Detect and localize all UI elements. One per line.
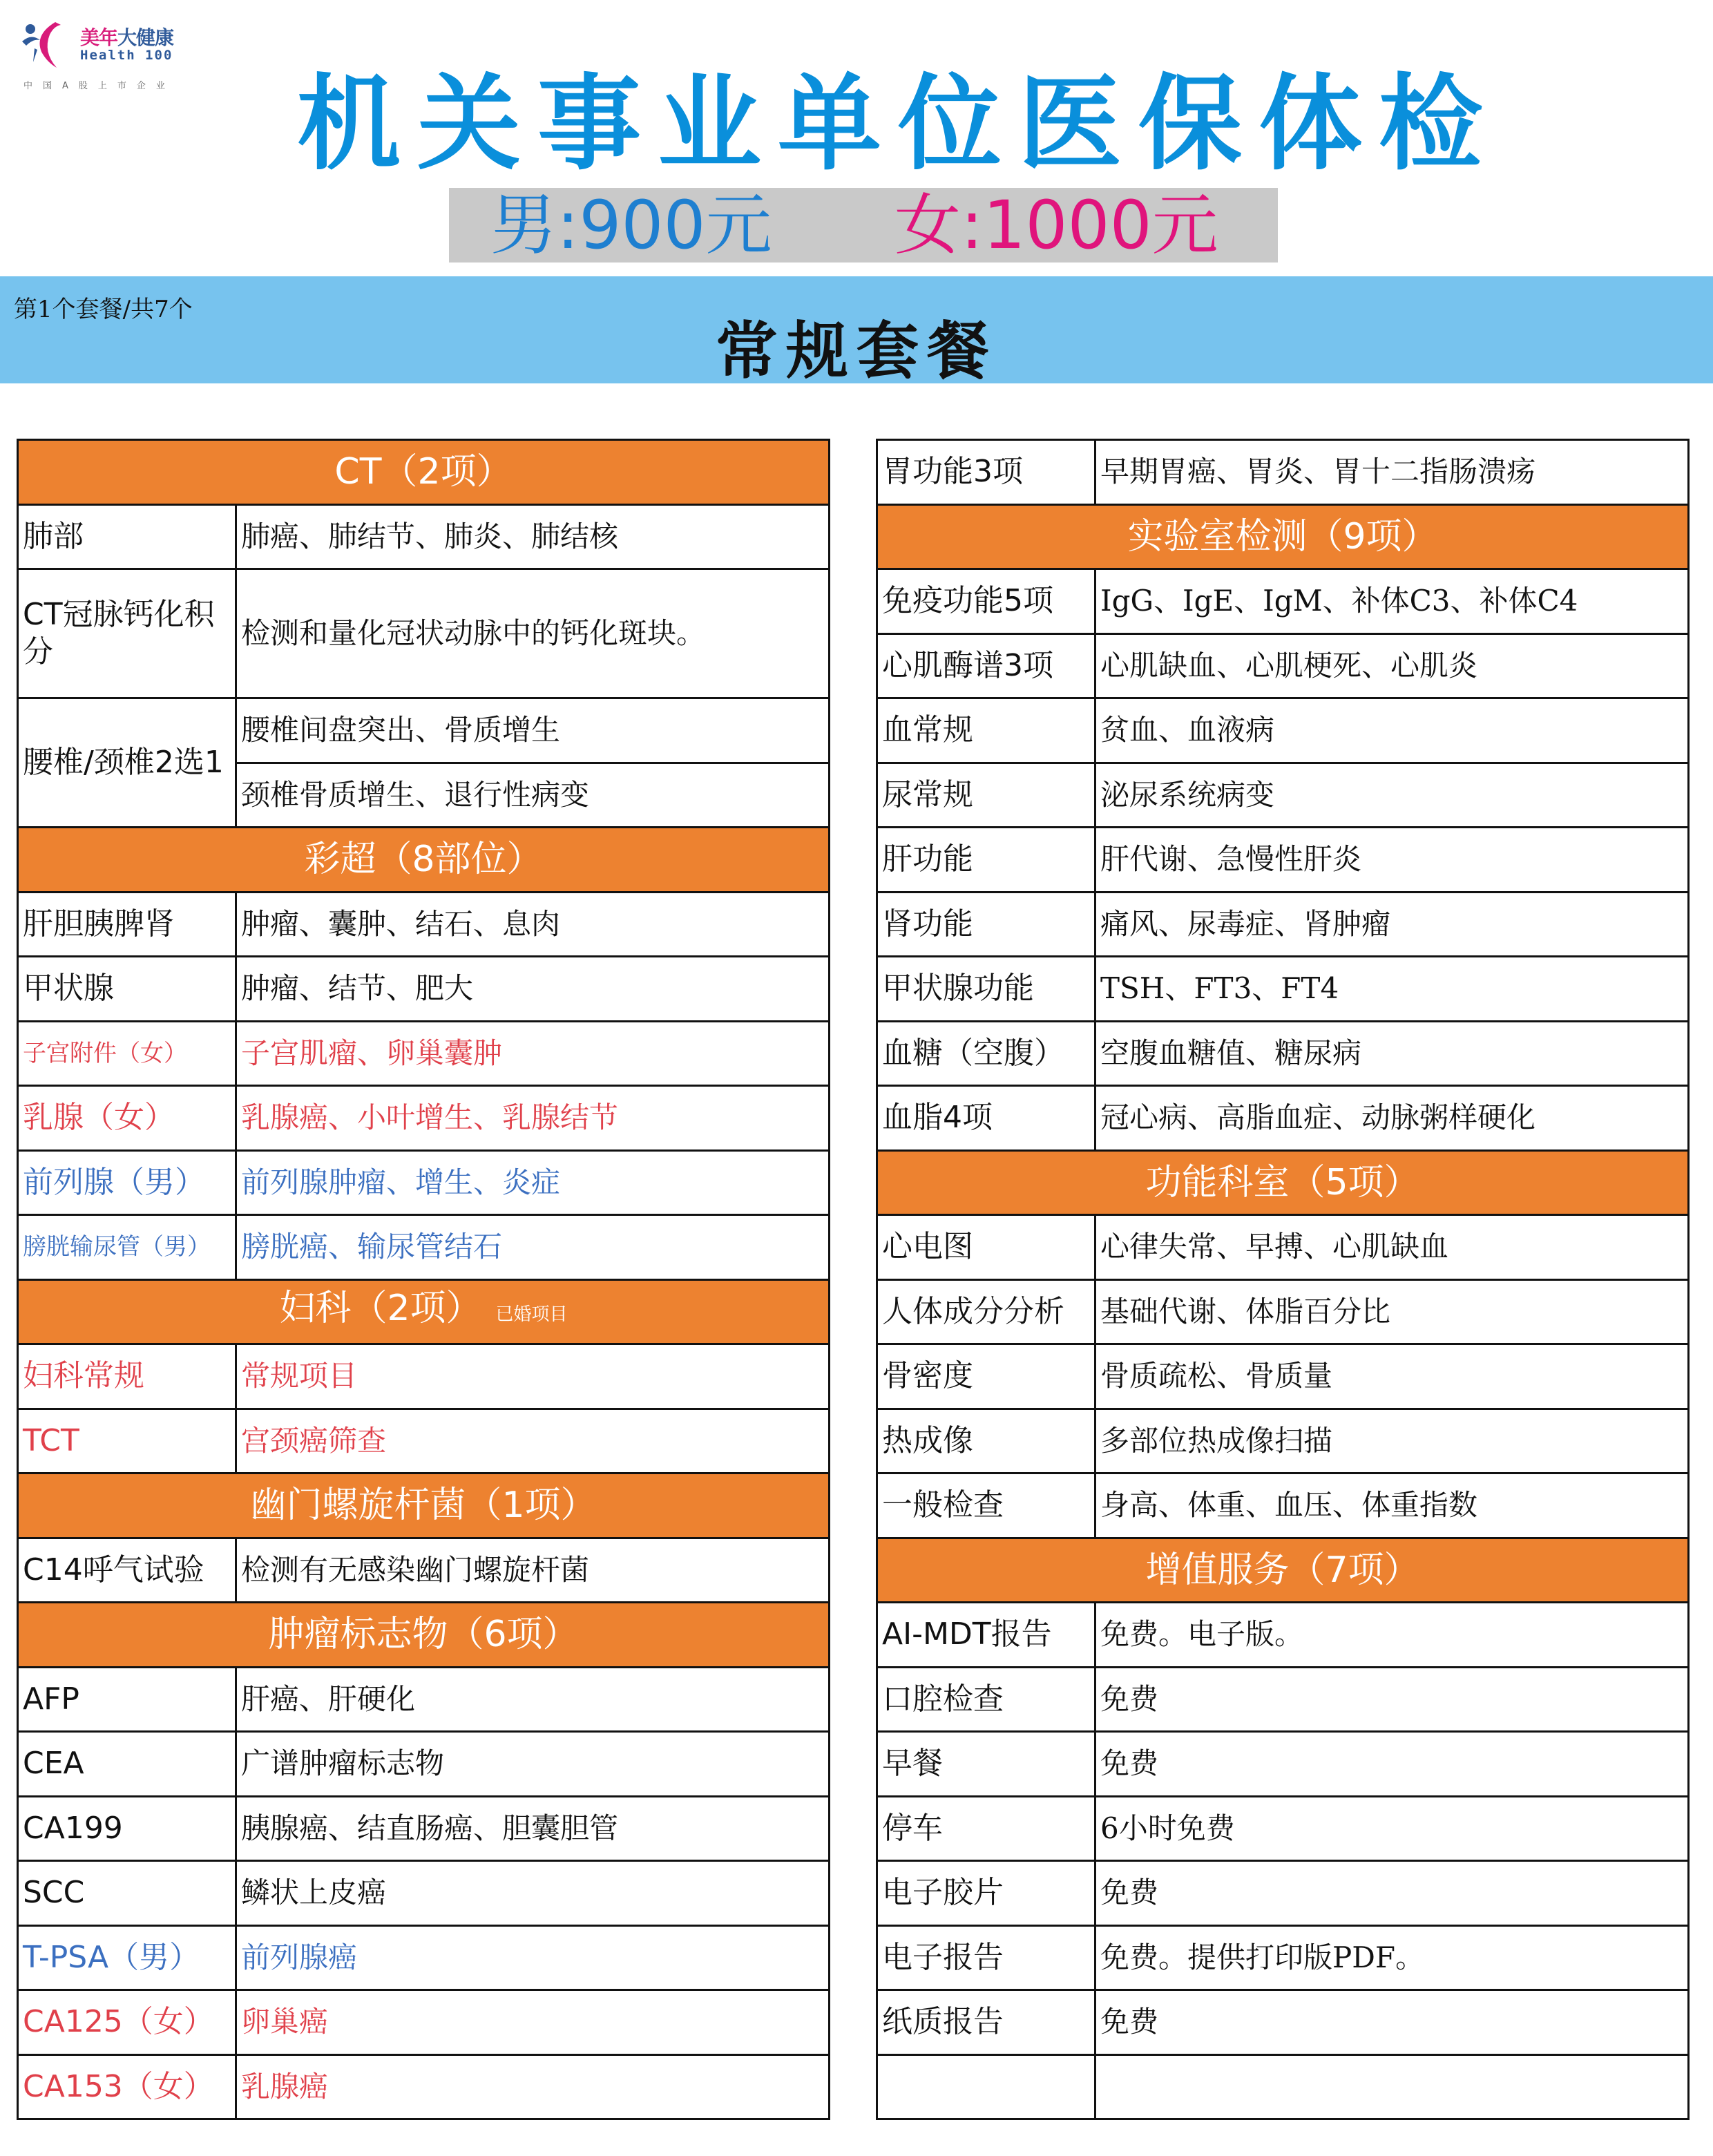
item-name: 血常规 (877, 698, 1095, 763)
section-title-text: 实验室检测（9项） (1127, 515, 1438, 557)
table-row (18, 569, 830, 698)
table-row (877, 1861, 1689, 1926)
item-name: 血糖（空腹） (877, 1021, 1095, 1086)
item-name: 免疫功能5项 (877, 569, 1095, 634)
item-name: 电子胶片 (877, 1861, 1095, 1926)
male-price: 男:900元 (490, 187, 772, 264)
item-name: 肝胆胰脾肾 (18, 892, 236, 957)
table-row (877, 1215, 1689, 1280)
table-row (18, 1538, 830, 1603)
item-description: 肝癌、肝硬化 (236, 1667, 830, 1732)
section-title (18, 1473, 830, 1538)
section-title (877, 504, 1689, 569)
section-title (18, 440, 830, 505)
item-description: 前列腺癌 (236, 1925, 830, 1990)
table-row (18, 1215, 830, 1280)
table-row (877, 828, 1689, 893)
table-row (877, 440, 1689, 505)
item-description: 多部位热成像扫描 (1095, 1409, 1689, 1473)
section-header-row (877, 504, 1689, 569)
item-description: 常规项目 (236, 1344, 830, 1409)
item-name: 甲状腺 (18, 957, 236, 1022)
section-title (18, 1279, 830, 1344)
item-description: 肿瘤、结节、肥大 (236, 957, 830, 1022)
table-row (18, 1344, 830, 1409)
item-description: 免费。提供打印版PDF。 (1095, 1925, 1689, 1990)
item-description: 肿瘤、囊肿、结石、息肉 (236, 892, 830, 957)
table-row (877, 698, 1689, 763)
item-name: 乳腺（女） (18, 1086, 236, 1151)
table-row (877, 1021, 1689, 1086)
table-row (877, 763, 1689, 828)
table-row (18, 1021, 830, 1086)
item-name: 肾功能 (877, 892, 1095, 957)
section-title-text: 功能科室（5项） (1145, 1161, 1420, 1203)
item-name: 骨密度 (877, 1344, 1095, 1409)
item-description: 免费 (1095, 1861, 1689, 1926)
item-name: 纸质报告 (877, 1990, 1095, 2055)
logo-en-text: Health 100 (80, 48, 173, 63)
section-header-row (18, 440, 830, 505)
item-name: 妇科常规 (18, 1344, 236, 1409)
table-row (18, 1796, 830, 1861)
table-row (877, 892, 1689, 957)
section-title (18, 828, 830, 893)
item-description: 肝代谢、急慢性肝炎 (1095, 828, 1689, 893)
table-row (877, 1344, 1689, 1409)
item-name: 腰椎/颈椎2选1 (18, 698, 236, 828)
section-title-text: 妇科（2项） (279, 1288, 482, 1330)
table-row (877, 569, 1689, 634)
section-title-text: 肿瘤标志物（6项） (268, 1614, 579, 1656)
item-name: 血脂4项 (877, 1086, 1095, 1151)
item-name: 心肌酶谱3项 (877, 633, 1095, 698)
right-items-table (876, 439, 1690, 2120)
section-title-text: 幽门螺旋杆菌（1项） (250, 1485, 597, 1527)
table-row (877, 1473, 1689, 1538)
item-description: 早期胃癌、胃炎、胃十二指肠溃疡 (1095, 440, 1689, 505)
section-header-row (18, 1473, 830, 1538)
section-header-row (18, 828, 830, 893)
empty-cell (1095, 2054, 1689, 2119)
section-title-text: CT（2项） (334, 451, 513, 493)
item-description: 子宫肌瘤、卵巢囊肿 (236, 1021, 830, 1086)
table-row (877, 1603, 1689, 1668)
item-name: 早餐 (877, 1732, 1095, 1797)
item-description: IgG、IgE、IgM、补体C3、补体C4 (1095, 569, 1689, 634)
item-description: 检测和量化冠状动脉中的钙化斑块。 (236, 569, 830, 698)
item-name: 前列腺（男） (18, 1150, 236, 1215)
item-description: 心律失常、早搏、心肌缺血 (1095, 1215, 1689, 1280)
item-name: 胃功能3项 (877, 440, 1095, 505)
item-description: 贫血、血液病 (1095, 698, 1689, 763)
table-row (877, 1667, 1689, 1732)
table-row (877, 633, 1689, 698)
item-description: TSH、FT3、FT4 (1095, 957, 1689, 1022)
section-header-row (18, 1279, 830, 1344)
table-row (877, 1796, 1689, 1861)
item-name: CA199 (18, 1796, 236, 1861)
item-description: 乳腺癌 (236, 2054, 830, 2119)
table-row (18, 1925, 830, 1990)
item-description: 空腹血糖值、糖尿病 (1095, 1021, 1689, 1086)
table-row (18, 957, 830, 1022)
section-header-row (877, 1150, 1689, 1215)
female-price: 女:1000元 (894, 187, 1218, 264)
item-name: CA153（女） (18, 2054, 236, 2119)
empty-cell (877, 2054, 1095, 2119)
item-description: 6小时免费 (1095, 1796, 1689, 1861)
logo-figure-icon (21, 21, 62, 69)
package-band (0, 276, 1713, 388)
section-title (18, 1603, 830, 1668)
section-title (877, 1150, 1689, 1215)
item-description: 胰腺癌、结直肠癌、胆囊胆管 (236, 1796, 830, 1861)
item-description: 免费。电子版。 (1095, 1603, 1689, 1668)
item-description: 鳞状上皮癌 (236, 1861, 830, 1926)
item-description: 卵巢癌 (236, 1990, 830, 2055)
item-name: 子宫附件（女） (18, 1021, 236, 1086)
table-row (18, 1086, 830, 1151)
item-name: CEA (18, 1732, 236, 1797)
item-description: 前列腺肿瘤、增生、炎症 (236, 1150, 830, 1215)
item-name: 甲状腺功能 (877, 957, 1095, 1022)
item-description: 身高、体重、血压、体重指数 (1095, 1473, 1689, 1538)
item-name: SCC (18, 1861, 236, 1926)
item-description: 免费 (1095, 1732, 1689, 1797)
table-row (18, 892, 830, 957)
item-name: AI-MDT报告 (877, 1603, 1095, 1668)
item-name: 心电图 (877, 1215, 1095, 1280)
item-description: 骨质疏松、骨质量 (1095, 1344, 1689, 1409)
item-name: CT冠脉钙化积分 (18, 569, 236, 698)
package-name: 常规套餐 (716, 315, 997, 388)
item-name: 停车 (877, 1796, 1095, 1861)
page-title: 机关事业单位医保体检 (296, 64, 1499, 184)
table-row (18, 1667, 830, 1732)
table-row (877, 1086, 1689, 1151)
package-counter: 第1个套餐/共7个 (14, 296, 193, 323)
table-row (877, 957, 1689, 1022)
section-title-text: 增值服务（7项） (1145, 1549, 1420, 1591)
section-header-row (18, 1603, 830, 1668)
item-description: 宫颈癌筛查 (236, 1409, 830, 1473)
table-row (877, 1732, 1689, 1797)
section-title (877, 1538, 1689, 1603)
logo-subtitle: 中国A股上市企业 (23, 81, 175, 91)
item-name: 人体成分分析 (877, 1279, 1095, 1344)
table-row (877, 1925, 1689, 1990)
item-name: 膀胱输尿管（男） (18, 1215, 236, 1280)
item-description: 冠心病、高脂血症、动脉粥样硬化 (1095, 1086, 1689, 1151)
item-name: CA125（女） (18, 1990, 236, 2055)
item-description: 广谱肿瘤标志物 (236, 1732, 830, 1797)
item-name: 肺部 (18, 504, 236, 569)
empty-row (877, 2054, 1689, 2119)
left-items-table (17, 439, 830, 2120)
item-description: 乳腺癌、小叶增生、乳腺结节 (236, 1086, 830, 1151)
item-name: 一般检查 (877, 1473, 1095, 1538)
item-description: 心肌缺血、心肌梗死、心肌炎 (1095, 633, 1689, 698)
item-name: 电子报告 (877, 1925, 1095, 1990)
table-row (18, 1150, 830, 1215)
section-note: 已婚项目 (495, 1304, 568, 1326)
item-description: 泌尿系统病变 (1095, 763, 1689, 828)
item-description: 颈椎骨质增生、退行性病变 (236, 763, 830, 828)
table-row (877, 1409, 1689, 1473)
item-name: TCT (18, 1409, 236, 1473)
item-description: 检测有无感染幽门螺旋杆菌 (236, 1538, 830, 1603)
table-row (18, 1732, 830, 1797)
item-name: 热成像 (877, 1409, 1095, 1473)
item-description: 基础代谢、体脂百分比 (1095, 1279, 1689, 1344)
table-row (877, 1990, 1689, 2055)
table-row (18, 1409, 830, 1473)
item-name: 尿常规 (877, 763, 1095, 828)
price-box (449, 188, 1278, 263)
table-row (18, 1861, 830, 1926)
table-row (877, 1279, 1689, 1344)
table-row (18, 504, 830, 569)
item-description: 免费 (1095, 1667, 1689, 1732)
item-description: 痛风、尿毒症、肾肿瘤 (1095, 892, 1689, 957)
logo-cn-text: 美年大健康 (80, 26, 174, 49)
table-row (18, 2054, 830, 2119)
table-row (18, 698, 830, 763)
section-title-text: 彩超（8部位） (304, 839, 543, 881)
item-name: C14呼气试验 (18, 1538, 236, 1603)
item-description: 免费 (1095, 1990, 1689, 2055)
item-name: 口腔检查 (877, 1667, 1095, 1732)
item-description: 腰椎间盘突出、骨质增生 (236, 698, 830, 763)
item-name: AFP (18, 1667, 236, 1732)
item-name: 肝功能 (877, 828, 1095, 893)
item-name: T-PSA（男） (18, 1925, 236, 1990)
item-description: 肺癌、肺结节、肺炎、肺结核 (236, 504, 830, 569)
item-description: 膀胱癌、输尿管结石 (236, 1215, 830, 1280)
section-header-row (877, 1538, 1689, 1603)
table-row (18, 1990, 830, 2055)
